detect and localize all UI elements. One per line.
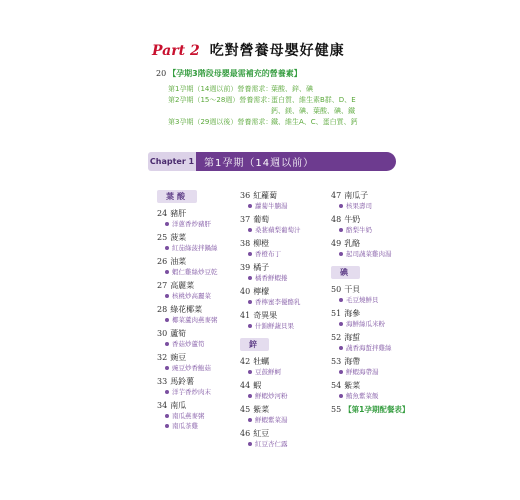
entry-page-number: 39 bbox=[240, 263, 251, 272]
entry-heading bbox=[240, 214, 301, 225]
recipe-name: 鮮蝦炒河粉 bbox=[255, 392, 288, 400]
recipe-name: 橘香鮮蝦捲 bbox=[255, 274, 288, 282]
need-row bbox=[168, 95, 358, 106]
entry-page-number: 53 bbox=[331, 357, 342, 366]
entry-heading bbox=[157, 328, 218, 339]
entry-heading bbox=[240, 404, 301, 415]
recipe-item bbox=[331, 391, 409, 401]
entry-food-name: 馬鈴薯 bbox=[170, 377, 195, 386]
entry-food-name: 油菜 bbox=[170, 257, 187, 266]
entry-page-number: 34 bbox=[157, 401, 168, 410]
recipe-name: 南瓜燕麥粥 bbox=[172, 412, 205, 420]
bullet-dot-icon bbox=[248, 442, 252, 446]
entry-page-number: 46 bbox=[240, 429, 251, 438]
toc-entry[interactable] bbox=[157, 256, 218, 277]
entry-heading bbox=[331, 214, 409, 225]
entry-page-number: 40 bbox=[240, 287, 251, 296]
meal-plan-title: 【第1孕期配餐表】 bbox=[344, 405, 410, 414]
recipe-item bbox=[331, 367, 409, 377]
need-row bbox=[168, 84, 358, 95]
toc-entry[interactable] bbox=[240, 238, 301, 259]
bullet-dot-icon bbox=[165, 270, 169, 274]
entry-heading bbox=[240, 238, 301, 249]
recipe-name: 香菇炒蘆筍 bbox=[172, 340, 205, 348]
bullet-dot-icon bbox=[339, 370, 343, 374]
entry-food-name: 蝦 bbox=[253, 381, 262, 390]
need-row bbox=[168, 106, 358, 117]
recipe-name: 鮮蝦海帶湯 bbox=[346, 368, 379, 376]
toc-entry[interactable] bbox=[331, 214, 409, 235]
meal-plan-entry[interactable] bbox=[331, 404, 409, 415]
bullet-dot-icon bbox=[165, 342, 169, 346]
entry-food-name: 綠花椰菜 bbox=[170, 305, 203, 314]
recipe-name: 酪梨牛奶 bbox=[346, 226, 372, 234]
entry-heading bbox=[240, 262, 301, 273]
recipe-name: 蔬香海蜇拌雞絲 bbox=[346, 344, 392, 352]
entry-food-name: 海蜇 bbox=[344, 333, 361, 342]
entry-heading bbox=[331, 356, 409, 367]
entry-heading bbox=[157, 376, 218, 387]
toc-entry[interactable] bbox=[240, 286, 301, 307]
need-items: 鈣、鎂、碘、葉酸、碘、鐵 bbox=[271, 107, 355, 115]
toc-entry[interactable] bbox=[157, 328, 218, 349]
entry-food-name: 葡萄 bbox=[253, 215, 270, 224]
entry-heading bbox=[331, 284, 409, 295]
toc-entry[interactable] bbox=[240, 356, 301, 377]
entry-page-number: 27 bbox=[157, 281, 168, 290]
nutrition-needs-list bbox=[168, 84, 358, 128]
recipe-item bbox=[331, 201, 409, 211]
entry-heading bbox=[240, 356, 301, 367]
entry-food-name: 紅蘿蔔 bbox=[253, 191, 278, 200]
bullet-dot-icon bbox=[248, 418, 252, 422]
entry-page-number: 26 bbox=[157, 257, 168, 266]
recipe-name: 蝦仁雞絲炒豆乾 bbox=[172, 268, 218, 276]
recipe-name: 海鮮絲瓜米粉 bbox=[346, 320, 385, 328]
recipe-name: 鮮蝦紫菜湯 bbox=[255, 416, 288, 424]
entry-heading bbox=[157, 352, 218, 363]
recipe-item bbox=[240, 439, 301, 449]
part-header bbox=[152, 40, 345, 60]
recipe-item bbox=[331, 319, 409, 329]
entry-food-name: 橘子 bbox=[253, 263, 270, 272]
entry-page-number: 30 bbox=[157, 329, 168, 338]
entry-heading bbox=[240, 286, 301, 297]
entry-food-name: 紅豆 bbox=[253, 429, 270, 438]
need-period: 第2孕期（15～28週）營養需求： bbox=[168, 96, 275, 104]
bullet-dot-icon bbox=[165, 318, 169, 322]
entry-food-name: 豬肝 bbox=[170, 209, 187, 218]
recipe-name: 紅豆杏仁露 bbox=[255, 440, 288, 448]
entry-page-number: 41 bbox=[240, 311, 251, 320]
recipe-name: 豌豆炒香鮑菇 bbox=[172, 364, 211, 372]
toc-entry[interactable] bbox=[157, 232, 218, 253]
bullet-dot-icon bbox=[339, 298, 343, 302]
entry-food-name: 牛奶 bbox=[344, 215, 361, 224]
recipe-name: 毛豆燒鮮貝 bbox=[346, 296, 379, 304]
recipe-item bbox=[157, 219, 218, 229]
entry-page-number: 28 bbox=[157, 305, 168, 314]
entry-food-name: 紫菜 bbox=[253, 405, 270, 414]
recipe-item bbox=[331, 249, 409, 259]
toc-entry[interactable] bbox=[157, 280, 218, 301]
toc-entry[interactable] bbox=[331, 380, 409, 401]
toc-entry[interactable] bbox=[331, 190, 409, 211]
recipe-item bbox=[240, 415, 301, 425]
bullet-dot-icon bbox=[165, 246, 169, 250]
entry-food-name: 奇異果 bbox=[253, 311, 278, 320]
entry-page-number: 49 bbox=[331, 239, 342, 248]
entry-page-number: 33 bbox=[157, 377, 168, 386]
recipe-item bbox=[157, 267, 218, 277]
entry-heading bbox=[240, 310, 301, 321]
recipe-item bbox=[331, 225, 409, 235]
recipe-item bbox=[331, 343, 409, 353]
bullet-dot-icon bbox=[339, 346, 343, 350]
toc-entry[interactable] bbox=[331, 356, 409, 377]
toc-entry[interactable] bbox=[240, 262, 301, 283]
entry-heading bbox=[331, 308, 409, 319]
bullet-dot-icon bbox=[248, 394, 252, 398]
need-period bbox=[168, 106, 271, 117]
toc-entry[interactable] bbox=[157, 352, 218, 373]
entry-food-name: 海帶 bbox=[344, 357, 361, 366]
recipe-name: 香橙布丁 bbox=[255, 250, 281, 258]
section-heading bbox=[156, 68, 302, 79]
recipe-name: 香檸蜜李優酪乳 bbox=[255, 298, 301, 306]
entry-heading bbox=[157, 208, 218, 219]
category-badge: 碘 bbox=[331, 266, 360, 279]
recipe-name: 起司蔬菜雞肉湯 bbox=[346, 250, 392, 258]
entry-heading bbox=[331, 380, 409, 391]
entry-page-number: 51 bbox=[331, 309, 342, 318]
recipe-name: 桑葚蘋梨葡萄汁 bbox=[255, 226, 301, 234]
recipe-item bbox=[240, 297, 301, 307]
entry-heading bbox=[240, 428, 301, 439]
toc-entry[interactable] bbox=[331, 284, 409, 305]
recipe-item bbox=[331, 295, 409, 305]
entry-page-number: 45 bbox=[240, 405, 251, 414]
recipe-item bbox=[240, 391, 301, 401]
bullet-dot-icon bbox=[165, 414, 169, 418]
entry-food-name: 紫菜 bbox=[344, 381, 361, 390]
bullet-dot-icon bbox=[165, 294, 169, 298]
entry-page-number: 54 bbox=[331, 381, 342, 390]
need-period: 第1孕期（14週以前）營養需求： bbox=[168, 85, 273, 93]
toc-entry[interactable] bbox=[240, 404, 301, 425]
entry-page-number: 42 bbox=[240, 357, 251, 366]
bullet-dot-icon bbox=[248, 252, 252, 256]
bullet-dot-icon bbox=[165, 222, 169, 226]
category-badge: 鋅 bbox=[240, 338, 269, 351]
recipe-name: 蘿蔔牛腩湯 bbox=[255, 202, 288, 210]
entry-food-name: 蘆筍 bbox=[170, 329, 187, 338]
entry-food-name: 干貝 bbox=[344, 285, 361, 294]
toc-entry[interactable] bbox=[157, 376, 218, 397]
recipe-name: 洋芋香炒肉末 bbox=[172, 388, 211, 396]
recipe-name: 核桃炒高麗菜 bbox=[172, 292, 211, 300]
entry-heading bbox=[157, 400, 218, 411]
recipe-item bbox=[157, 339, 218, 349]
recipe-item bbox=[240, 225, 301, 235]
bullet-dot-icon bbox=[248, 324, 252, 328]
entry-page-number: 47 bbox=[331, 191, 342, 200]
part-label: Part 2 bbox=[152, 43, 200, 59]
bullet-dot-icon bbox=[165, 424, 169, 428]
toc-entry[interactable] bbox=[331, 238, 409, 259]
bullet-dot-icon bbox=[339, 252, 343, 256]
toc-entry[interactable] bbox=[331, 308, 409, 329]
entry-heading bbox=[157, 232, 218, 243]
recipe-item bbox=[157, 243, 218, 253]
entry-heading bbox=[331, 238, 409, 249]
toc-entry[interactable] bbox=[157, 208, 218, 229]
bullet-dot-icon bbox=[339, 204, 343, 208]
entry-page-number: 36 bbox=[240, 191, 251, 200]
entry-food-name: 菠菜 bbox=[170, 233, 187, 242]
recipe-name: 鮪魚紫菜飯 bbox=[346, 392, 379, 400]
entry-heading bbox=[331, 332, 409, 343]
recipe-item bbox=[240, 367, 301, 377]
recipe-name: 椰菜蘆肉燕麥粥 bbox=[172, 316, 218, 324]
need-period: 第3孕期（29週以後）營養需求： bbox=[168, 118, 273, 126]
toc-entry[interactable] bbox=[240, 428, 301, 449]
chapter-title: 第1孕期（14週以前） bbox=[196, 152, 396, 171]
toc-entry[interactable] bbox=[240, 310, 301, 331]
need-items: 鐵、維生A、C、蛋白質、鈣 bbox=[271, 118, 358, 126]
recipe-name: 什錦鮮蔬貝果 bbox=[255, 322, 294, 330]
toc-entry[interactable] bbox=[331, 332, 409, 353]
section-page-number: 20 bbox=[156, 69, 167, 78]
bullet-dot-icon bbox=[248, 370, 252, 374]
entry-food-name: 南瓜子 bbox=[344, 191, 369, 200]
entry-food-name: 乳酪 bbox=[344, 239, 361, 248]
entry-food-name: 牡蠣 bbox=[253, 357, 270, 366]
entry-page-number: 50 bbox=[331, 285, 342, 294]
toc-column-1 bbox=[157, 190, 218, 434]
entry-food-name: 高麗菜 bbox=[170, 281, 195, 290]
recipe-name: 南瓜茶雞 bbox=[172, 422, 198, 430]
chapter-tab: Chapter 1 bbox=[148, 152, 196, 171]
entry-page-number: 52 bbox=[331, 333, 342, 342]
need-row bbox=[168, 117, 358, 128]
toc-column-3 bbox=[331, 190, 409, 415]
bullet-dot-icon bbox=[339, 322, 343, 326]
entry-heading bbox=[331, 190, 409, 201]
part-title: 吃對營養母嬰好健康 bbox=[209, 43, 345, 59]
entry-food-name: 檸檬 bbox=[253, 287, 270, 296]
recipe-name: 核果壽司 bbox=[346, 202, 372, 210]
bullet-dot-icon bbox=[165, 390, 169, 394]
category-badge: 葉酸 bbox=[157, 190, 197, 203]
recipe-item bbox=[157, 421, 218, 431]
recipe-item bbox=[240, 321, 301, 331]
recipe-item bbox=[240, 273, 301, 283]
recipe-name: 紅茄綠菠拌鍋絲 bbox=[172, 244, 218, 252]
entry-heading bbox=[157, 280, 218, 291]
need-items: 葉酸、鋅、碘 bbox=[271, 85, 313, 93]
bullet-dot-icon bbox=[248, 276, 252, 280]
entry-food-name: 海參 bbox=[344, 309, 361, 318]
toc-entry[interactable] bbox=[157, 400, 218, 431]
chapter-banner bbox=[148, 152, 396, 171]
bullet-dot-icon bbox=[339, 394, 343, 398]
entry-page-number: 32 bbox=[157, 353, 168, 362]
entry-page-number: 44 bbox=[240, 381, 251, 390]
entry-food-name: 柳橙 bbox=[253, 239, 270, 248]
entry-heading bbox=[157, 256, 218, 267]
entry-page-number: 37 bbox=[240, 215, 251, 224]
recipe-item bbox=[157, 411, 218, 421]
entry-page-number: 24 bbox=[157, 209, 168, 218]
toc-entry[interactable] bbox=[240, 380, 301, 401]
entry-page-number: 38 bbox=[240, 239, 251, 248]
recipe-item bbox=[157, 387, 218, 397]
entry-heading bbox=[240, 380, 301, 391]
need-items: 蛋白質、維生素B群、D、E bbox=[271, 96, 356, 104]
toc-column-2 bbox=[240, 190, 301, 452]
recipe-item bbox=[157, 315, 218, 325]
recipe-name: 豆鼓鮮蚵 bbox=[255, 368, 281, 376]
recipe-item bbox=[157, 291, 218, 301]
entry-heading bbox=[157, 304, 218, 315]
entry-page-number: 55 bbox=[331, 405, 342, 414]
recipe-item bbox=[157, 363, 218, 373]
entry-food-name: 南瓜 bbox=[170, 401, 187, 410]
recipe-item bbox=[240, 201, 301, 211]
recipe-name: 洋蔥香炒豬肝 bbox=[172, 220, 211, 228]
entry-heading bbox=[240, 190, 301, 201]
bullet-dot-icon bbox=[248, 300, 252, 304]
entry-page-number: 48 bbox=[331, 215, 342, 224]
bullet-dot-icon bbox=[339, 228, 343, 232]
toc-entry[interactable] bbox=[240, 190, 301, 211]
bullet-dot-icon bbox=[248, 204, 252, 208]
recipe-item bbox=[240, 249, 301, 259]
section-title: 【孕期3階段母嬰最需補充的營養素】 bbox=[168, 69, 302, 78]
bullet-dot-icon bbox=[248, 228, 252, 232]
entry-food-name: 豌豆 bbox=[170, 353, 187, 362]
bullet-dot-icon bbox=[165, 366, 169, 370]
entry-page-number: 25 bbox=[157, 233, 168, 242]
toc-entry[interactable] bbox=[157, 304, 218, 325]
toc-entry[interactable] bbox=[240, 214, 301, 235]
